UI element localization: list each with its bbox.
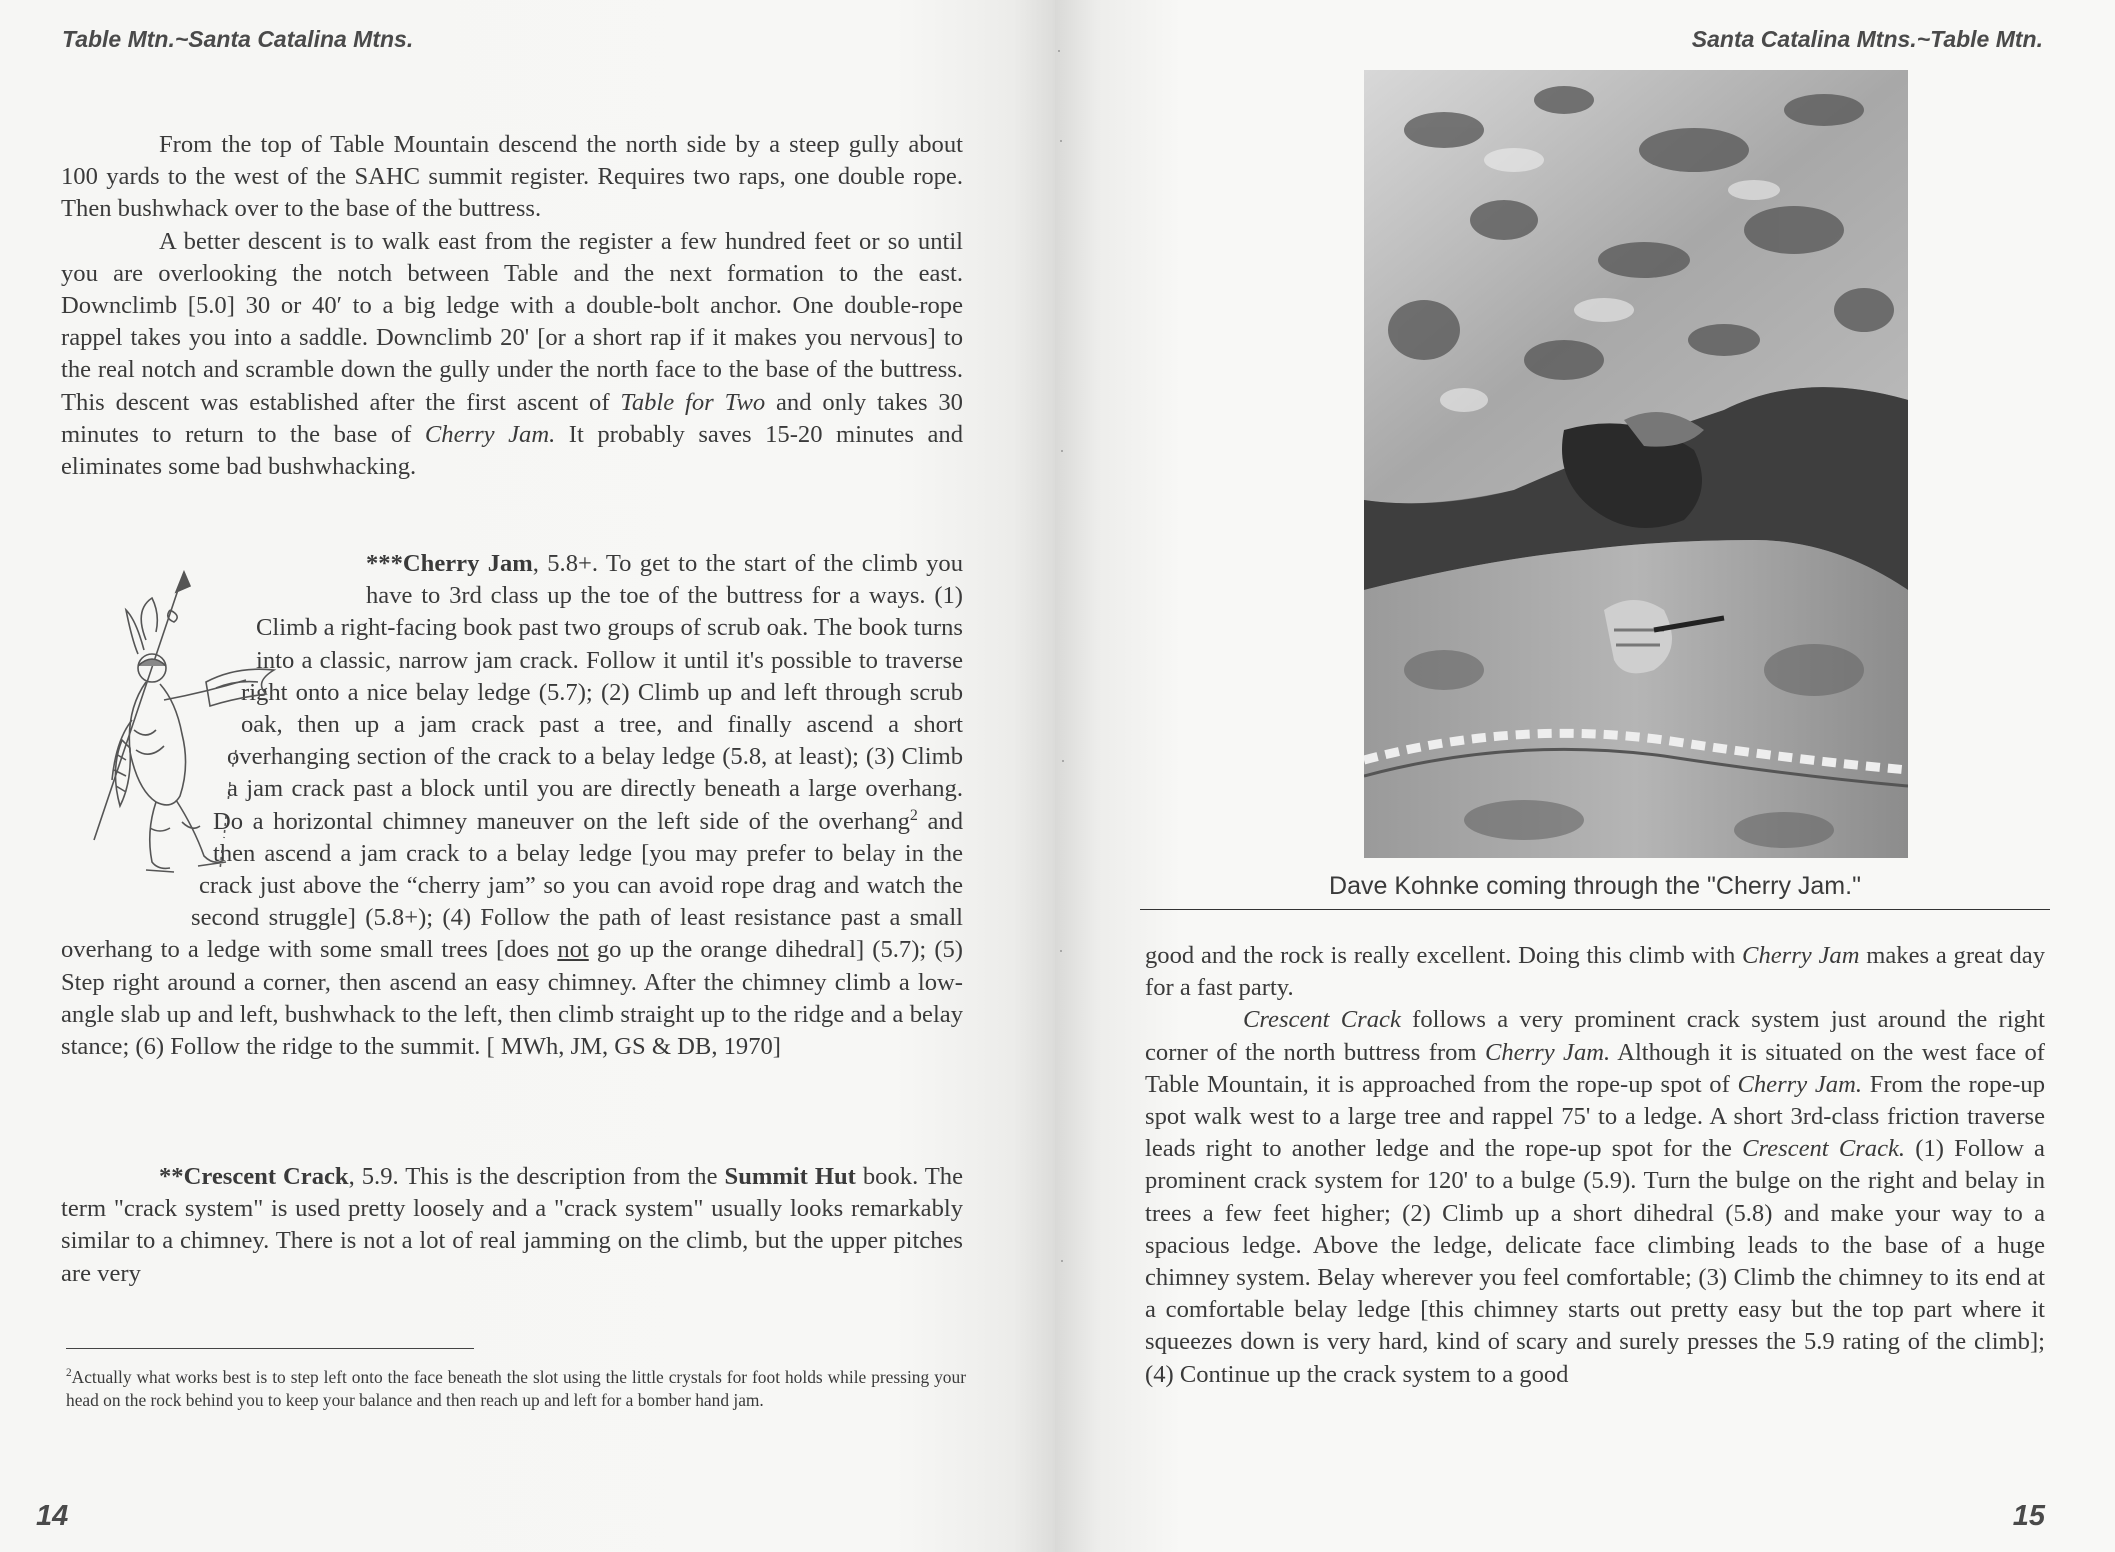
- footnote-divider: [66, 1348, 474, 1349]
- route-ref-table-for-two: Table for Two: [620, 388, 766, 416]
- summit-hut-ref: Summit Hut: [724, 1163, 856, 1190]
- descent-paragraph-1: From the top of Table Mountain descend the north side by a steep gully about 100 yards to the west of the SAHC summit register. Requires two raps, one double rope. Then bushwhack over to the base of the buttress.: [61, 131, 963, 223]
- route-name-cherry-jam: ***Cherry Jam: [366, 550, 533, 577]
- page-number-left: 14: [36, 1500, 69, 1532]
- caption-divider: [1140, 909, 2050, 910]
- climber-illustration: [86, 570, 286, 900]
- footnote-number: 2: [66, 1367, 72, 1380]
- route-ref-cherry-jam-2: Cherry Jam.: [1484, 1038, 1611, 1066]
- descent-section: [61, 129, 963, 483]
- route-ref-cherry-jam-3: Cherry Jam.: [1737, 1070, 1863, 1098]
- running-head-right: Santa Catalina Mtns.~Table Mtn.: [1691, 26, 2043, 52]
- crescent-crack-section: [61, 1161, 963, 1290]
- climber-photo: [1364, 70, 1908, 858]
- left-page: [0, 0, 1055, 1552]
- crescent-crack-paragraph: **Crescent Crack, 5.9. This is the description from the Summit Hut book. The term "crack system" is used pretty loosely and a "crack system" usually looks remarkably similar to a chimney. There is not a lot of real jamming on the climb, but the upper pitches are very: [61, 1163, 964, 1287]
- route-ref-cherry-jam: Cherry Jam.: [424, 420, 556, 448]
- photo-caption: Dave Kohnke coming through the "Cherry Jam.": [1329, 872, 1861, 900]
- descent-paragraph-2: A better descent is to walk east from the register a few hundred feet or so until you are overlooking the notch between Table and the next formation to the east. Downclimb [5.0] 30 or 40′ to a big ledge with a double-bolt anchor. One double-rope rappel takes you into a saddle. Downclimb 20' [or a short rap if it makes you nervous] to the real notch and scramble down the gully under the north face to the base of the buttress. This descent was established after the first ascent of Table for Two and only takes 30 minutes to return to the base of Cherry Jam. It probably saves 15-20 minutes and eliminates some bad bushwhacking.: [61, 227, 963, 481]
- right-paragraph-1: good and the rock is really excellent. Doing this climb with Cherry Jam makes a great day for a fast party.: [1145, 942, 2046, 1002]
- page-number-right: 15: [2012, 1500, 2045, 1532]
- route-ref-cherry-jam-1: Cherry Jam: [1742, 942, 1860, 969]
- right-paragraph-2: Crescent Crack follows a very prominent crack system just around the right corner of the north buttress from Cherry Jam. Although it is situated on the west face of Table Mountain, it is approached from the rope-up spot of Cherry Jam. From the rope-up spot walk west to a large tree and rappel 75' to a ledge. A short 3rd-class friction traverse leads right to another ledge and the rope-up spot for the Crescent Crack. (1) Follow a prominent crack system for 120' to a bulge (5.9). Turn the bulge on the right and belay in trees a few feet higher; (2) Climb up a short dihedral (5.8) and make your way to a spacious ledge. Above the ledge, delicate face climbing leads to the base of a huge chimney system. Belay wherever you feel comfortable; (3) Climb the chimney to its end at a comfortable belay ledge [this chimney starts out pretty easy but the top part where it squeezes down is very hard, kind of scary and surely presses the 5.9 rating of the climb]; (4) Continue up the crack system to a good: [1145, 1006, 2045, 1388]
- route-ref-crescent-crack-1: Crescent Crack: [1243, 1006, 1401, 1034]
- footnote: $^2$Actually what works best is to step left onto the face beneath the slot using the little crystals for foot holds while pressing your head on the rock behind you to keep your balance and then reach up and left for a bomber hand jam.: [66, 1367, 966, 1410]
- footnote-ref: 2: [909, 806, 918, 824]
- route-name-crescent-crack: **Crescent Crack: [159, 1163, 349, 1190]
- cherry-jam-paragraph: ***Cherry Jam, 5.8+. To get to the start of the climb you have to 3rd class up the toe of the buttress for a ways. (1) Climb a right-facing book past two groups of scrub oak. The book turns into a classic, narrow jam crack. Follow it until it's possible to traverse right onto a nice belay ledge (5.7); (2) Climb up and left through scrub oak, then up a jam crack past a tree, and finally ascend a short overhanging section of the crack to a belay ledge (5.8, at least); (3) Climb a jam crack past a block until you are directly beneath a large overhang. Do a horizontal chimney maneuver on the left side of the overhang$^2$ and then ascend a jam crack to a belay ledge [you may prefer to belay in the crack just above the “cherry jam” so you can avoid rope drag and watch the second struggle] (5.8+); (4) Follow the path of least resistance past a small overhang to a ledge with some small trees [does not go up the orange dihedral] (5.7); (5) Step right around a corner, then ascend an easy chimney. After the chimney climb a low-angle slab up and left, bushwhack to the left, then climb straight up to the ridge and a belay stance; (6) Follow the ridge to the summit. [ MWh, JM, GS & DB, 1970]: [61, 550, 964, 1061]
- right-page-text: [1145, 940, 2045, 1391]
- route-ref-crescent-crack-2: Crescent Crack.: [1742, 1135, 1906, 1163]
- running-head-left: Table Mtn.~Santa Catalina Mtns.: [62, 26, 414, 52]
